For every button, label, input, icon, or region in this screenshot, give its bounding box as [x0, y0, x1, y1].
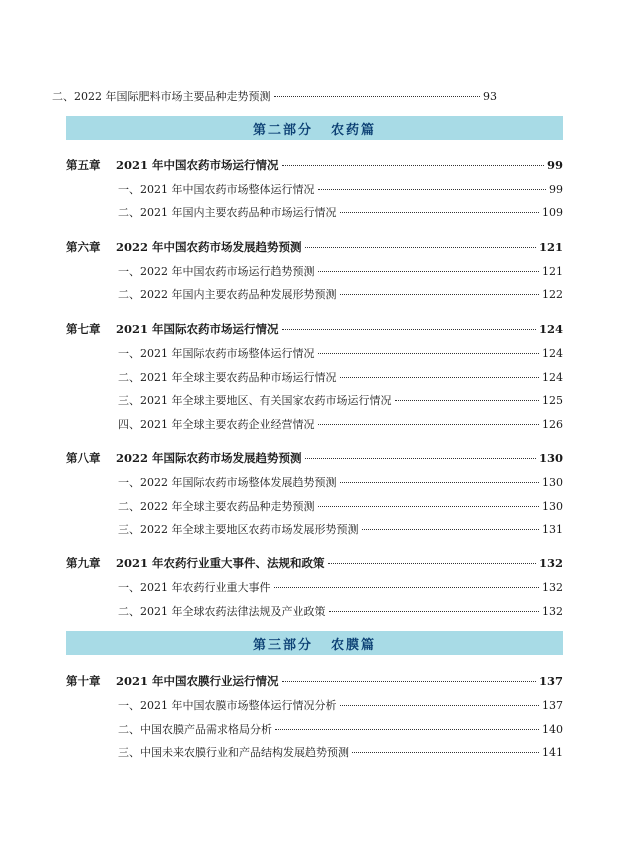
part-title: 农膜篇: [331, 637, 377, 653]
toc-entry-title: 一、2022 年中国农药市场运行趋势预测: [118, 265, 315, 278]
toc-page-number: 122: [542, 288, 563, 301]
toc-entry[interactable]: [118, 394, 563, 408]
toc-entry-title: 二、2022 年国际肥料市场主要品种走势预测: [52, 90, 271, 103]
chapter-entry[interactable]: [66, 240, 563, 254]
toc-page-number: 130: [538, 451, 563, 465]
toc-entry-title: 三、中国未来农膜行业和产品结构发展趋势预测: [118, 746, 349, 759]
dot-leader: [318, 506, 540, 507]
dot-leader: [305, 247, 536, 248]
chapter-title: 2022 年国际农药市场发展趋势预测: [116, 451, 302, 465]
toc-page-number: 137: [538, 674, 563, 688]
dot-leader: [340, 482, 540, 483]
toc-entry-title: 一、2022 年国际农药市场整体发展趋势预测: [118, 476, 337, 489]
toc-entry[interactable]: [118, 347, 563, 361]
dot-leader: [362, 529, 540, 530]
chapter-title: 2021 年农药行业重大事件、法规和政策: [116, 556, 325, 570]
dot-leader: [318, 353, 540, 354]
toc-entry[interactable]: [118, 500, 563, 514]
dot-leader: [282, 681, 536, 682]
chapter-number: 第七章: [66, 322, 101, 336]
toc-page-number: 93: [483, 90, 497, 103]
chapter-entry[interactable]: [66, 322, 563, 336]
chapter-number: 第六章: [66, 240, 101, 254]
chapter-number: 第五章: [66, 158, 101, 172]
dot-leader: [329, 611, 540, 612]
toc-entry[interactable]: [118, 723, 563, 737]
toc-page-number: 124: [538, 322, 563, 336]
toc-page-number: 132: [542, 581, 563, 594]
dot-leader: [395, 400, 540, 401]
toc-page-number: 132: [542, 605, 563, 618]
toc-page-number: 126: [542, 418, 563, 431]
dot-leader: [340, 294, 540, 295]
chapter-number: 第九章: [66, 556, 101, 570]
toc-page-number: 130: [542, 476, 563, 489]
dot-leader: [340, 377, 540, 378]
dot-leader: [305, 458, 536, 459]
toc-page-number: 121: [542, 265, 563, 278]
chapter-number: 第十章: [66, 674, 101, 688]
toc-entry[interactable]: [118, 476, 563, 490]
chapter-title: 2021 年中国农膜行业运行情况: [116, 674, 279, 688]
part-title: 农药篇: [331, 122, 377, 138]
dot-leader: [282, 165, 544, 166]
toc-page-number: 121: [538, 240, 563, 254]
toc-page-number: 141: [542, 746, 563, 759]
toc-entry-title: 一、2021 年中国农膜市场整体运行情况分析: [118, 699, 337, 712]
chapter-title: 2022 年中国农药市场发展趋势预测: [116, 240, 302, 254]
toc-entry[interactable]: [118, 581, 563, 595]
toc-page-number: 132: [538, 556, 563, 570]
toc-entry-title: 二、2021 年国内主要农药品种市场运行情况: [118, 206, 337, 219]
dot-leader: [318, 189, 547, 190]
toc-page-number: 99: [546, 158, 563, 172]
toc-page-number: 109: [542, 206, 563, 219]
part-heading-band: [66, 116, 563, 140]
toc-entry-title: 二、中国农膜产品需求格局分析: [118, 723, 272, 736]
toc-entry[interactable]: [118, 206, 563, 220]
chapter-entry[interactable]: [66, 451, 563, 465]
toc-entry-title: 三、2021 年全球主要地区、有关国家农药市场运行情况: [118, 394, 392, 407]
toc-entry-title: 二、2021 年全球农药法律法规及产业政策: [118, 605, 326, 618]
toc-entry-title: 一、2021 年中国农药市场整体运行情况: [118, 183, 315, 196]
toc-entry-title: 二、2022 年全球主要农药品种走势预测: [118, 500, 315, 513]
toc-entry[interactable]: [52, 90, 497, 104]
toc-entry-title: 一、2021 年农药行业重大事件: [118, 581, 271, 594]
dot-leader: [318, 424, 540, 425]
toc-page-number: 125: [542, 394, 563, 407]
toc-entry-title: 一、2021 年国际农药市场整体运行情况: [118, 347, 315, 360]
dot-leader: [275, 729, 539, 730]
dot-leader: [340, 705, 540, 706]
dot-leader: [340, 212, 540, 213]
chapter-entry[interactable]: [66, 674, 563, 688]
toc-page-number: 124: [542, 371, 563, 384]
chapter-entry[interactable]: [66, 556, 563, 570]
toc-entry-title: 三、2022 年全球主要地区农药市场发展形势预测: [118, 523, 359, 536]
toc-entry[interactable]: [118, 605, 563, 619]
dot-leader: [328, 563, 536, 564]
chapter-title: 2021 年国际农药市场运行情况: [116, 322, 279, 336]
toc-entry-title: 二、2022 年国内主要农药品种发展形势预测: [118, 288, 337, 301]
dot-leader: [274, 587, 540, 588]
part-number: 第三部分: [252, 637, 313, 653]
toc-entry[interactable]: [118, 265, 563, 279]
toc-page-number: 99: [549, 183, 563, 196]
toc-page-number: 137: [542, 699, 563, 712]
toc-entry-title: 四、2021 年全球主要农药企业经营情况: [118, 418, 315, 431]
toc-entry[interactable]: [118, 371, 563, 385]
toc-entry[interactable]: [118, 699, 563, 713]
dot-leader: [318, 271, 540, 272]
toc-page-number: 124: [542, 347, 563, 360]
dot-leader: [274, 96, 481, 97]
toc-page-number: 131: [542, 523, 563, 536]
chapter-number: 第八章: [66, 451, 101, 465]
toc-entry[interactable]: [118, 288, 563, 302]
toc-entry[interactable]: [118, 523, 563, 537]
toc-entry-title: 二、2021 年全球主要农药品种市场运行情况: [118, 371, 337, 384]
toc-page-number: 140: [542, 723, 563, 736]
dot-leader: [352, 752, 539, 753]
toc-entry[interactable]: [118, 746, 563, 760]
part-heading: [253, 119, 376, 138]
toc-entry[interactable]: [118, 418, 563, 432]
part-heading: [253, 634, 376, 653]
part-number: 第二部分: [252, 122, 313, 138]
toc-page-number: 130: [542, 500, 563, 513]
part-heading-band: [66, 631, 563, 655]
dot-leader: [282, 329, 536, 330]
chapter-entry[interactable]: [66, 158, 563, 172]
toc-entry[interactable]: [118, 183, 563, 197]
chapter-title: 2021 年中国农药市场运行情况: [116, 158, 279, 172]
